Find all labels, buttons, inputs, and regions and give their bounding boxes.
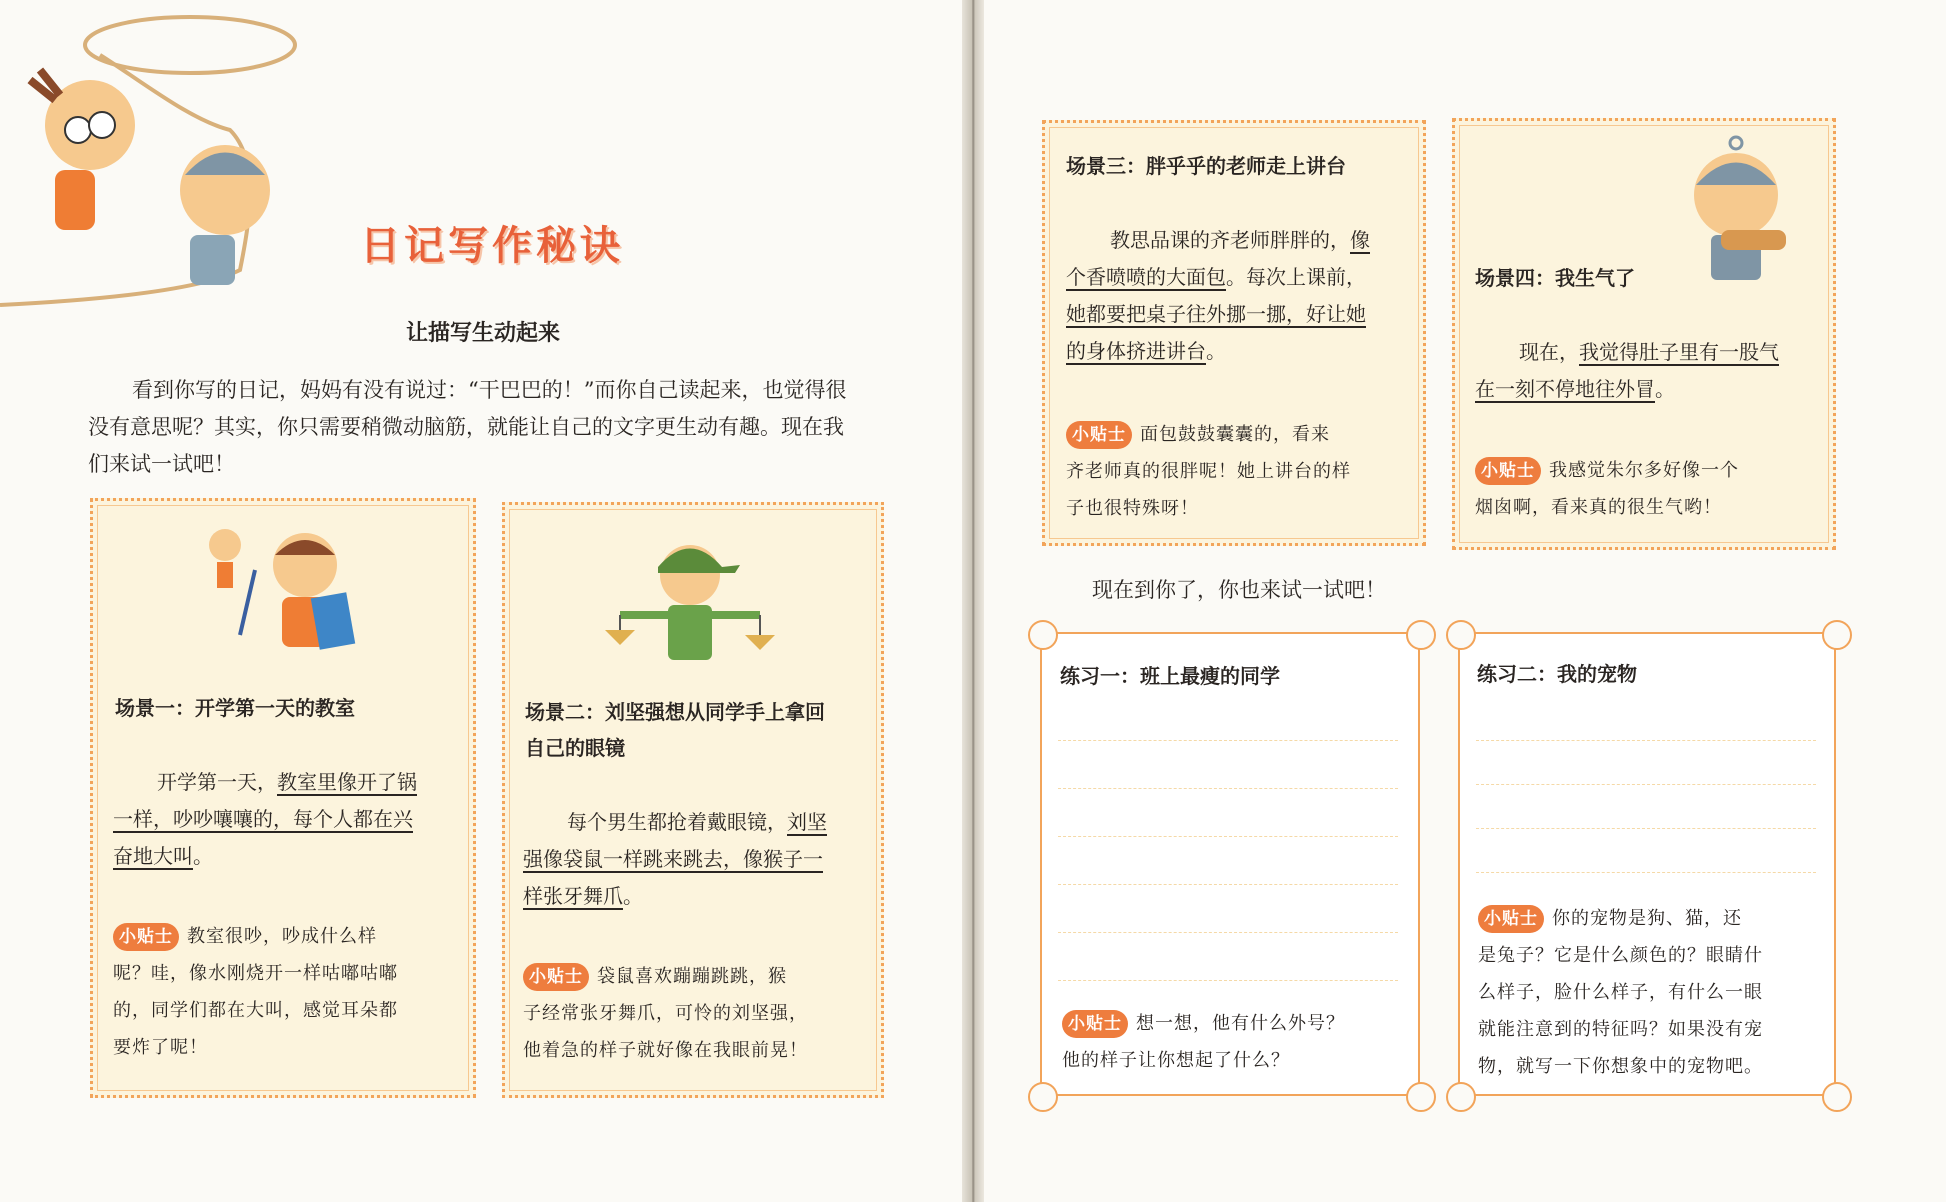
- scene4-body-underline: 我觉得肚子里有一股气: [1579, 340, 1779, 364]
- tip-badge: 小贴士: [1066, 421, 1132, 449]
- angry-boy-illustration: [1676, 135, 1806, 295]
- scene4-body-text: 。: [1655, 377, 1675, 401]
- scene4-body-text: 现在，: [1519, 340, 1579, 364]
- scene2-title-line: 场景二：刘坚强想从同学手上拿回: [525, 700, 825, 724]
- scene2-body-underline: 刘坚: [787, 810, 827, 834]
- tip-text: 他的样子让你想起了什么？: [1062, 1050, 1290, 1071]
- tip-badge: 小贴士: [1475, 457, 1541, 485]
- scene4-body-underline: 在一刻不停地往外冒: [1475, 377, 1655, 401]
- scene2-title: [525, 694, 825, 766]
- tip-text: 面包鼓鼓囊囊的，看来: [1140, 424, 1330, 445]
- scene3-body-underline: 像: [1350, 228, 1370, 252]
- tip-text: 袋鼠喜欢蹦蹦跳跳，猴: [597, 966, 787, 987]
- scene3-body-text: 。: [1206, 339, 1226, 363]
- scene3-body: [1066, 222, 1416, 370]
- scene1-body-underline: 教室里像开了锅: [277, 770, 417, 794]
- tip-text: 烟囱啊，看来真的很生气哟！: [1475, 497, 1722, 518]
- scene2-tip: [523, 958, 873, 1069]
- scene2-body-text: 。: [623, 884, 643, 908]
- tip-text: 就能注意到的特征吗？如果没有宠: [1478, 1019, 1763, 1040]
- tip-text: 要炸了呢！: [113, 1037, 208, 1058]
- scene1-body: [113, 764, 463, 875]
- scene3-body-text: 。每次上课前，: [1226, 265, 1366, 289]
- scene3-body-underline: 她都要把桌子往外挪一挪，好让她: [1066, 302, 1366, 326]
- tip-text: 齐老师真的很胖呢！她上讲台的样: [1066, 461, 1351, 482]
- boy-with-scales-illustration: [600, 525, 780, 675]
- scene3-body-underline: 个香喷喷的大面包: [1066, 265, 1226, 289]
- scene4-title: 场景四：我生气了: [1475, 266, 1635, 290]
- tip-text: 的，同学们都在大叫，感觉耳朵都: [113, 1000, 398, 1021]
- scene2-body-underline: 强像袋鼠一样跳来跳去，像猴子一: [523, 847, 823, 871]
- intro-paragraph: [88, 372, 908, 483]
- tip-badge: 小贴士: [523, 963, 589, 991]
- page-subtitle: 让描写生动起来: [406, 321, 561, 346]
- tip-badge: 小贴士: [1062, 1010, 1128, 1038]
- tip-badge: 小贴士: [1478, 905, 1544, 933]
- scene3-body-text: 教思品课的齐老师胖胖的，: [1110, 228, 1350, 252]
- scene3-body-underline: 的身体挤进讲台: [1066, 339, 1206, 363]
- practice2-title: 练习二：我的宠物: [1477, 662, 1637, 686]
- tip-badge: 小贴士: [113, 923, 179, 951]
- scene2-body-underline: 样张牙舞爪: [523, 884, 623, 908]
- scene1-body-underline: 一样，吵吵嚷嚷的，每个人都在兴: [113, 807, 413, 831]
- tip-text: 他着急的样子就好像在我眼前晃！: [523, 1040, 808, 1061]
- girl-with-book-illustration: [200, 520, 360, 670]
- scene4-tip: [1475, 452, 1825, 526]
- scene1-tip: [113, 918, 463, 1066]
- intro-line: 看到你写的日记，妈妈有没有说过：“干巴巴的！”而你自己读起来，也觉得很: [132, 378, 847, 402]
- scene2-body-text: 每个男生都抢着戴眼镜，: [567, 810, 787, 834]
- tip-text: 我感觉朱尔多好像一个: [1549, 460, 1739, 481]
- practice-prompt: 现在到你了，你也来试一试吧！: [1092, 578, 1386, 602]
- practice1-title: 练习一：班上最瘦的同学: [1060, 664, 1280, 688]
- practice1-tip: [1062, 1005, 1412, 1079]
- tip-text: 是兔子？它是什么颜色的？眼睛什: [1478, 945, 1763, 966]
- scene3-tip: [1066, 416, 1416, 527]
- lasso-kids-illustration: [0, 0, 300, 320]
- scene2-title-line: 自己的眼镜: [525, 736, 625, 760]
- tip-text: 物，就写一下你想象中的宠物吧。: [1478, 1056, 1763, 1077]
- tip-text: 想一想，他有什么外号？: [1136, 1013, 1345, 1034]
- tip-text: 子经常张牙舞爪，可怜的刘坚强，: [523, 1003, 808, 1024]
- page-title: 日记写作秘诀: [360, 223, 624, 269]
- tip-text: 教室很吵，吵成什么样: [187, 926, 377, 947]
- intro-line: 没有意思呢？其实，你只需要稍微动脑筋，就能让自己的文字更生动有趣。现在我: [88, 415, 844, 439]
- book-gutter: [962, 0, 984, 1202]
- tip-text: 子也很特殊呀！: [1066, 498, 1199, 519]
- scene3-title: 场景三：胖乎乎的老师走上讲台: [1066, 154, 1346, 178]
- scene2-body: [523, 804, 873, 915]
- scene1-body-underline: 奋地大叫: [113, 844, 193, 868]
- practice2-tip: [1478, 900, 1828, 1085]
- scene4-body: [1475, 334, 1825, 408]
- tip-text: 你的宠物是狗、猫，还: [1552, 908, 1742, 929]
- tip-text: 么样子，脸什么样子，有什么一眼: [1478, 982, 1763, 1003]
- scene1-body-text: 。: [193, 844, 213, 868]
- tip-text: 呢？哇，像水刚烧开一样咕嘟咕嘟: [113, 963, 398, 984]
- intro-line: 们来试一试吧！: [88, 452, 235, 476]
- scene1-title: 场景一：开学第一天的教室: [115, 696, 355, 720]
- scene1-body-text: 开学第一天，: [157, 770, 277, 794]
